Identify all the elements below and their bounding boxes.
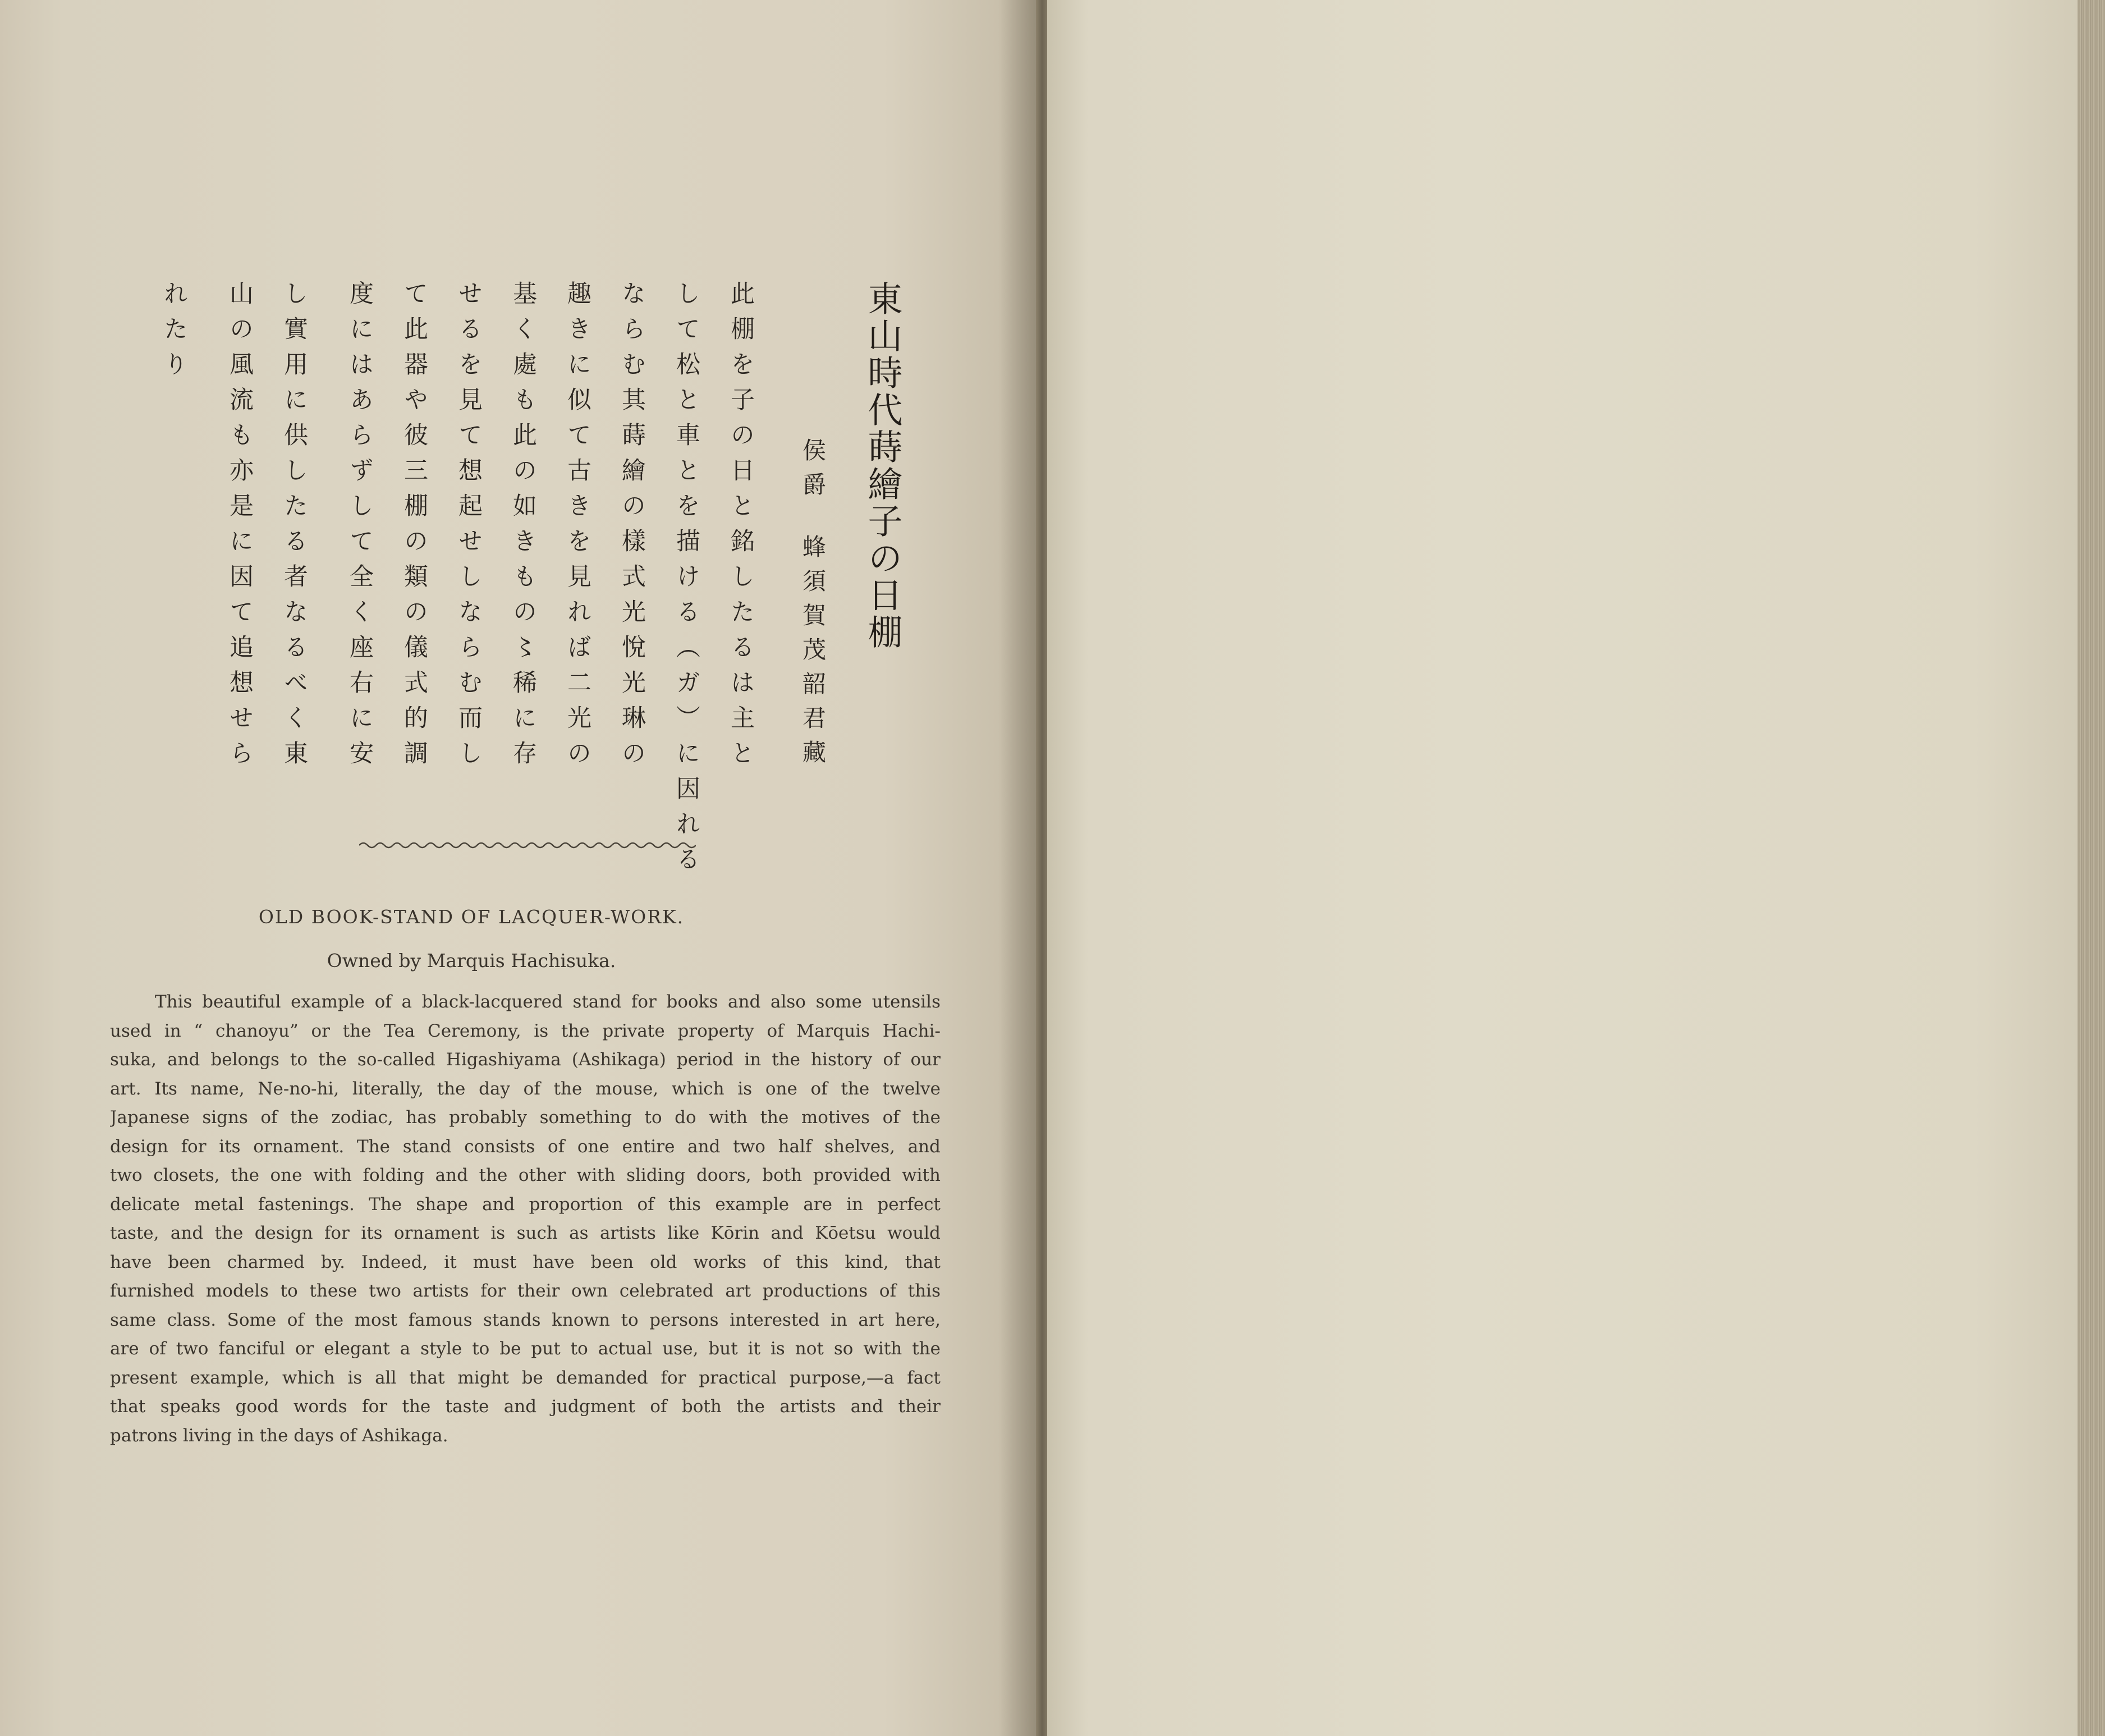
japanese-title: 東山時代蒔繪子の日棚 (862, 281, 903, 651)
english-title: OLD BOOK-STAND OF LACQUER-WORK. (258, 906, 685, 928)
japanese-body-column: して松と車とを描ける（ガ）に因れる (672, 281, 700, 882)
japanese-body-column: 山の風流も亦是に因て追想せら (226, 281, 254, 776)
text-line: art. Its name, Ne-no-hi, literally, the day of the mouse, which is one of the twelve (110, 1078, 941, 1099)
text-line: have been charmed by. Indeed, it must have been old works of this kind, that (110, 1252, 941, 1272)
japanese-body-column: れたり (160, 281, 188, 387)
japanese-body-column: 基く處も此の如きもの〻稀に存 (509, 281, 537, 776)
japanese-owner-credit (796, 438, 829, 774)
english-owner-credit: Owned by Marquis Hachisuka. (327, 950, 616, 972)
japanese-body-column: 趣きに似て古きを見れば二光の (563, 281, 591, 776)
japanese-body-column: 度にはあらずして全く座右に安 (346, 281, 374, 776)
text-line: same class. Some of the most famous stands known to persons interested in art here, (110, 1309, 941, 1330)
japanese-body-column: せるを見て想起せしならむ而し (455, 281, 483, 776)
text-line: two closets, the one with folding and the other with sliding doors, both provided with (110, 1165, 941, 1185)
text-line: patrons living in the days of Ashikaga. (110, 1425, 448, 1446)
owner-rank: 侯爵 (799, 438, 827, 506)
japanese-body-column: ならむ其蒔繪の樣式光悅光琳の (618, 281, 646, 776)
text-line: are of two fanciful or elegant a style to be put to actual use, but it is not so with the (110, 1339, 941, 1359)
text-line: This beautiful example of a black-lacquered stand for books and also some utensils (155, 992, 941, 1012)
text-line: used in “ chanoyu” or the Tea Ceremony, is the private property of Marquis Hachi- (110, 1020, 941, 1041)
text-line: design for its ornament. The stand consists of one entire and two half shelves, and (110, 1136, 941, 1157)
english-body-text (110, 988, 941, 1450)
right-page-blank (1047, 0, 2078, 1736)
text-line: delicate metal fastenings. The shape and proportion of this example are in perfect (110, 1194, 941, 1215)
wavy-divider (359, 839, 696, 852)
japanese-body-column: て此器や彼三棚の類の儀式的調 (400, 281, 428, 776)
japanese-body-column: 此棚を子の日と銘したるは主と (727, 281, 755, 776)
text-line: suka, and belongs to the so-called Higashiyama (Ashikaga) period in the history of our (110, 1050, 941, 1070)
page-edges (2078, 0, 2105, 1736)
text-line: Japanese signs of the zodiac, has probably something to do with the motives of the (110, 1107, 941, 1128)
text-line: furnished models to these two artists for their own celebrated art productions of this (110, 1281, 941, 1301)
text-line: taste, and the design for its ornament is such as artists like Kōrin and Kōetsu would (110, 1223, 941, 1243)
text-line: present example, which is all that might be demanded for practical purpose,—a fact (110, 1367, 941, 1388)
left-page (0, 0, 1039, 1736)
text-line: that speaks good words for the taste and judgment of both the artists and their (110, 1396, 941, 1417)
japanese-body-column: し實用に供したる者なるべく東 (280, 281, 308, 776)
owner-name: 蜂須賀茂韶君藏 (799, 534, 827, 774)
